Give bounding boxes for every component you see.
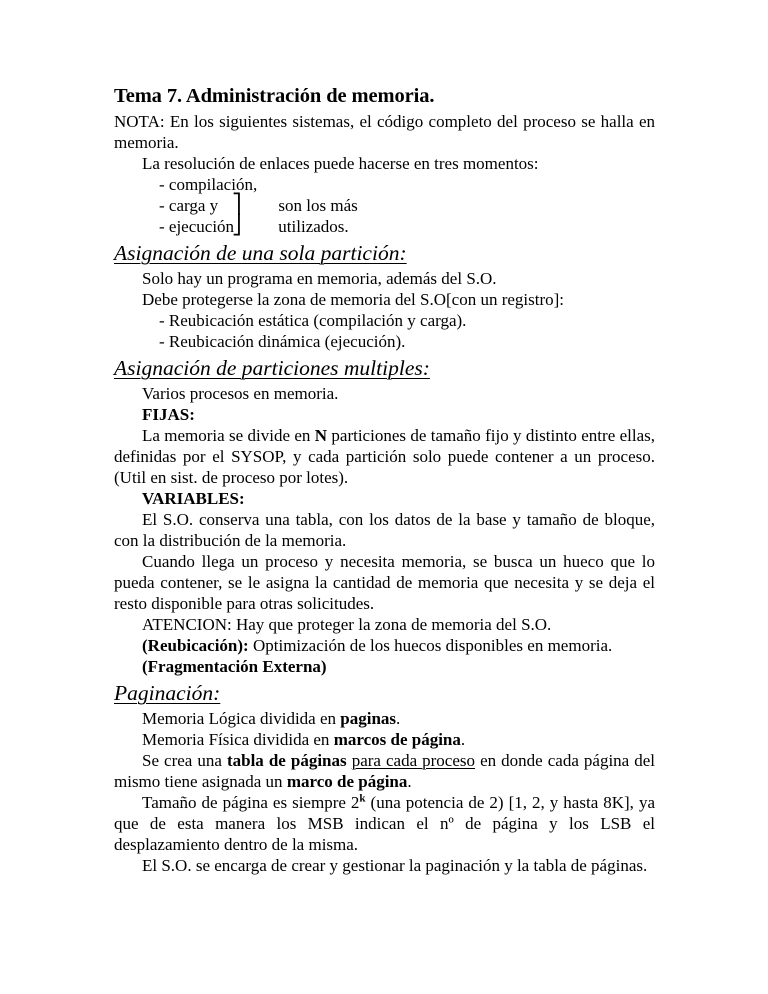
brace-lower-icon: ⎦: [232, 214, 242, 236]
heading-asignacion-particiones-multiples: [114, 355, 655, 382]
line-memoria-fisica-pre: Memoria Física dividida en: [142, 730, 334, 749]
line-fragmentacion: [114, 656, 655, 677]
heading-asignacion-particiones-multiples-text: Asignación de particiones multiples:: [114, 356, 430, 380]
particiones-line-varios-procesos: Varios procesos en memoria.: [142, 384, 339, 403]
line-reubicacion-label: (Reubicación):: [142, 636, 249, 655]
line-memoria-fisica-bold: marcos de página: [333, 730, 461, 749]
heading-paginacion: [114, 680, 655, 707]
sola-particion-bullet-estatica: - Reubicación estática (compilación y carga).: [159, 311, 467, 330]
para-fijas: [114, 425, 655, 488]
page-title: Tema 7. Administración de memoria.: [114, 85, 435, 107]
para-so-paginacion: El S.O. se encarga de crear y gestionar la paginación y la tabla de páginas.: [142, 856, 648, 875]
bullet-carga-tail: son los más: [278, 196, 358, 215]
document-content: [114, 84, 655, 876]
para-tabla-post: .: [407, 772, 412, 791]
nota-paragraph: NOTA: En los siguientes sistemas, el código completo del proceso se halla en memoria.: [114, 112, 655, 152]
para-fijas-post: particiones de tamaño fijo y distinto entre ellas, definidas por el SYSOP, y cada partición solo puede contener a un proceso. (Util en sist. de proceso por lotes).: [114, 426, 655, 487]
para-tabla-pre: Se crea una: [142, 751, 227, 770]
bullet-carga-label: - carga y: [159, 196, 219, 215]
para-fijas-pre: La memoria se divide en: [142, 426, 315, 445]
para-tabla-bold2: marco de página: [286, 772, 408, 791]
sola-particion-line-1: Solo hay un programa en memoria, además del S.O.: [142, 269, 497, 288]
para-tamano-post: (una potencia de 2) [1, 2, y hasta 8K], ya que de esta manera los MSB indican el nº de página y los LSB el desplazamiento dentro de la misma.: [114, 793, 655, 854]
para-tabla-paginas: [114, 750, 655, 792]
resolucion-line: La resolución de enlaces puede hacerse en tres momentos:: [142, 154, 539, 173]
line-memoria-fisica: [114, 729, 655, 750]
line-reubicacion-rest: Optimización de los huecos disponibles en memoria.: [248, 636, 613, 655]
para-fijas-n: N: [314, 426, 328, 445]
line-fragmentacion-text: (Fragmentación Externa): [142, 657, 327, 676]
brace-upper-icon: ⎤: [232, 193, 242, 215]
heading-asignacion-sola-particion: [114, 240, 655, 267]
line-memoria-logica-pre: Memoria Lógica dividida en: [142, 709, 341, 728]
line-memoria-logica-post: .: [396, 709, 401, 728]
para-hueco: Cuando llega un proceso y necesita memoria, se busca un hueco que lo pueda contener, se le asigna la cantidad de memoria que necesita y se deja el resto disponible para otras solicitudes.: [114, 552, 655, 613]
para-tamano-pagina: [114, 792, 655, 855]
heading-paginacion-text: Paginación:: [114, 681, 221, 705]
bullet-ejecucion-tail: utilizados.: [278, 217, 349, 236]
para-tabla-bold: tabla de páginas: [226, 751, 347, 770]
para-tabla-mid2: en donde cada página del mismo tiene asignada un: [114, 751, 656, 791]
line-memoria-logica: [114, 708, 655, 729]
para-tabla-underlined: para cada proceso: [351, 751, 476, 770]
line-atencion: ATENCION: Hay que proteger la zona de memoria del S.O.: [142, 615, 552, 634]
bullet-ejecucion-row: [114, 216, 655, 237]
line-memoria-fisica-post: .: [460, 730, 466, 749]
heading-asignacion-sola-particion-text: Asignación de una sola partición:: [114, 241, 407, 265]
label-fijas-text: FIJAS:: [142, 405, 195, 424]
bullet-ejecucion-label: - ejecución: [159, 217, 235, 236]
sola-particion-bullet-dinamica: - Reubicación dinámica (ejecución).: [159, 332, 406, 351]
label-variables: [114, 488, 655, 509]
line-memoria-logica-bold: paginas: [340, 709, 397, 728]
label-fijas: [114, 404, 655, 425]
bullet-compilacion: - compilación,: [159, 175, 258, 194]
para-tamano-pre: Tamaño de página es siempre 2: [142, 793, 360, 812]
para-variables: El S.O. conserva una tabla, con los datos de la base y tamaño de bloque, con la distribución de la memoria.: [114, 510, 655, 550]
sola-particion-line-2: Debe protegerse la zona de memoria del S.O[con un registro]:: [142, 290, 565, 309]
label-variables-text: VARIABLES:: [142, 489, 245, 508]
bullet-carga-row: [114, 195, 655, 216]
line-reubicacion: [114, 635, 655, 656]
exponent-k: k: [359, 792, 366, 805]
